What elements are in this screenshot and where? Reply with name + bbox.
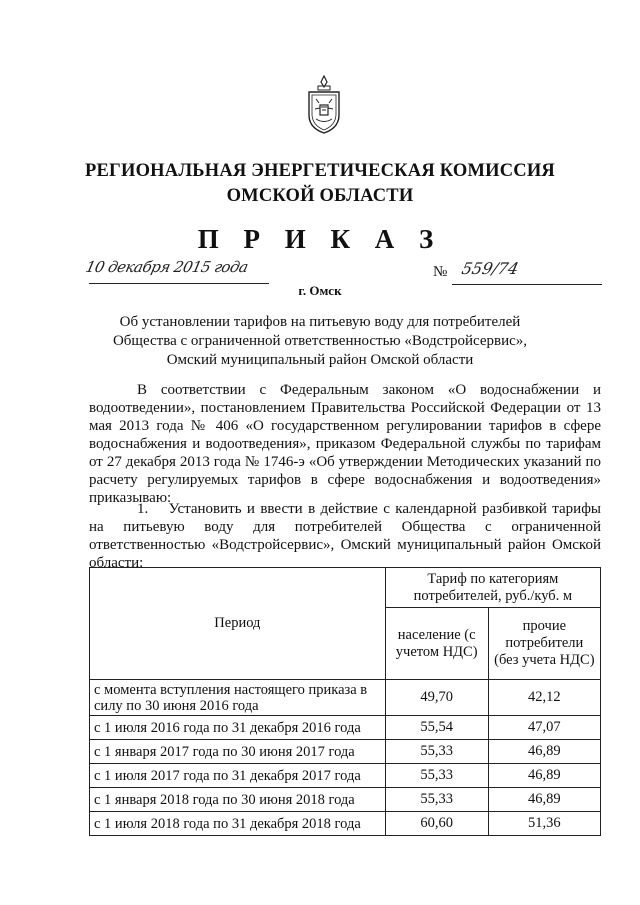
cell-population: 60,60 xyxy=(385,812,488,836)
table-row xyxy=(90,740,601,764)
cell-other: 46,89 xyxy=(488,764,600,788)
col-header-other: прочие потребители (без учета НДС) xyxy=(488,608,600,680)
cell-population: 55,33 xyxy=(385,764,488,788)
cell-period: с 1 июля 2016 года по 31 декабря 2016 года xyxy=(90,716,386,740)
cell-period: с 1 января 2018 года по 30 июня 2018 года xyxy=(90,788,386,812)
cell-other: 47,07 xyxy=(488,716,600,740)
cell-population: 55,33 xyxy=(385,740,488,764)
handwritten-date: 10 декабря 2015 года xyxy=(84,258,250,276)
cell-period: с 1 января 2017 года по 30 июня 2017 года xyxy=(90,740,386,764)
table-row xyxy=(90,788,601,812)
col-header-tariff-group: Тариф по категориям потребителей, руб./куб. м xyxy=(385,568,600,608)
preamble-paragraph: В соответствии с Федеральным законом «О водоснабжении и водоотведении», постановлением Правительства Российской Федерации от 13 мая 2013 года № 406 «О государственном регулировании тарифов в сфере водоснабжения и водоотведения», приказом Федеральной службы по тарифам от 27 декабря 2013 года № 1746-э «Об утверждении Методических указаний по расчету регулируемых тарифов в сфере водоснабжения и водоотведения» приказываю: xyxy=(89,382,601,506)
table-row xyxy=(90,680,601,716)
subject-line: Об установлении тарифов на питьевую воду для потребителей xyxy=(119,314,521,330)
table-row xyxy=(90,812,601,836)
cell-population: 55,33 xyxy=(385,788,488,812)
number-label: № xyxy=(433,264,448,280)
cell-period: с 1 июля 2018 года по 31 декабря 2018 года xyxy=(90,812,386,836)
coat-of-arms-icon xyxy=(306,75,342,135)
tariff-table xyxy=(89,567,601,836)
cell-period: с момента вступления настоящего приказа в силу по 30 июня 2016 года xyxy=(90,680,386,716)
table-row xyxy=(90,716,601,740)
org-name-line1: РЕГИОНАЛЬНАЯ ЭНЕРГЕТИЧЕСКАЯ КОМИССИЯ xyxy=(84,161,555,181)
col-header-population: население (с учетом НДС) xyxy=(385,608,488,680)
subject-line: Омский муниципальный район Омской области xyxy=(166,352,474,368)
city-label: г. Омск xyxy=(298,283,342,298)
cell-other: 42,12 xyxy=(488,680,600,716)
order-subject xyxy=(0,313,640,370)
org-name-line2: ОМСКОЙ ОБЛАСТИ xyxy=(226,186,414,206)
handwritten-number: 559/74 xyxy=(459,259,521,278)
table-row xyxy=(90,764,601,788)
cell-other: 46,89 xyxy=(488,740,600,764)
cell-other: 46,89 xyxy=(488,788,600,812)
cell-population: 55,54 xyxy=(385,716,488,740)
subject-line: Общества с ограниченной ответственностью «Водстройсервис», xyxy=(112,333,528,349)
clause-1-paragraph: 1. Установить и ввести в действие с календарной разбивкой тарифы на питьевую воду для потребителей Общества с ограниченной ответственностью «Водстройсервис», Омский муниципальный район Омской области: xyxy=(89,501,601,571)
col-header-period: Период xyxy=(90,568,386,680)
cell-other: 51,36 xyxy=(488,812,600,836)
document-type-title: П Р И К А З xyxy=(197,224,443,254)
cell-population: 49,70 xyxy=(385,680,488,716)
cell-period: с 1 июля 2017 года по 31 декабря 2017 года xyxy=(90,764,386,788)
